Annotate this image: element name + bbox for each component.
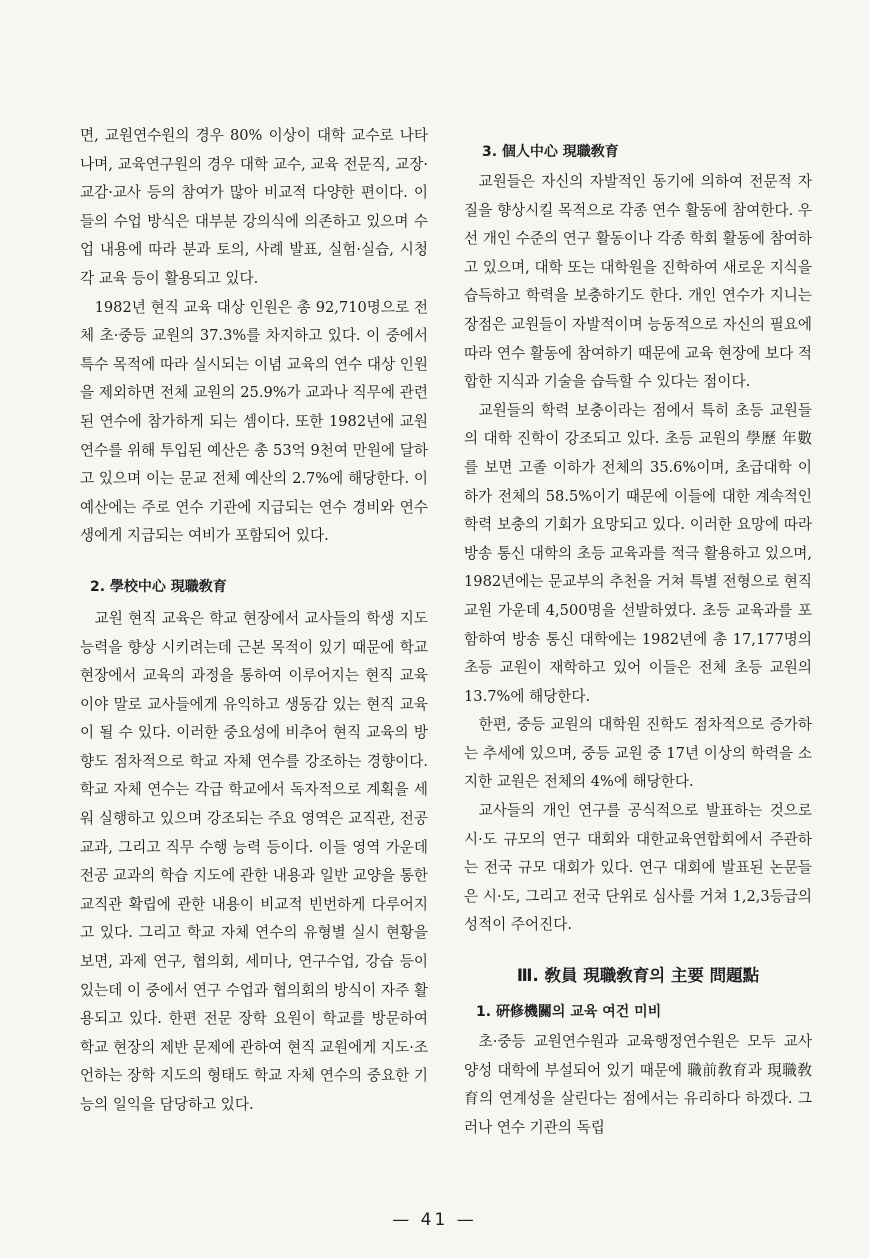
left-column bbox=[80, 122, 428, 1120]
section-2-title: 2. 學校中心 現職敎育 bbox=[90, 578, 227, 595]
right-paragraph-1: 교원들은 자신의 자발적인 동기에 의하여 전문적 자질을 향상시킬 목적으로 각종 연수 활동에 참여한다. 우선 개인 수준의 연구 활동이나 각종 학회 활동에 참여하고 있으며, 대학 또는 대학원을 진학하여 새로운 지식을 습득하고 학력을 보충하기도 한다. 개인 연수가 지니는 장점은 교원들이 자발적이며 능동적으로 자신의 필요에 따라 연수 활동에 참여하기 때문에 교육 현장에 보다 적합한 지식과 기술을 습득할 수 있다는 점이다. bbox=[464, 173, 812, 391]
right-paragraph-3: 한편, 중등 교원의 대학원 진학도 점차적으로 증가하는 추세에 있으며, 중등 교원 중 17년 이상의 학력을 소지한 교원은 전체의 4%에 해당한다. bbox=[464, 716, 812, 791]
left-paragraph-1: 면, 교원연수원의 경우 80% 이상이 대학 교수로 나타나며, 교육연구원의 경우 대학 교수, 교육 전문직, 교장·교감·교사 등의 참여가 많아 비교적 다양한 편이다. 이들의 수업 방식은 대부분 강의식에 의존하고 있으며 수업 내용에 따라 분과 토의, 사례 발표, 실험·실습, 시청각 교육 등이 활용되고 있다. bbox=[80, 127, 428, 287]
chapter-3-title: Ⅲ. 敎員 現職敎育의 主要 問題點 bbox=[516, 966, 760, 986]
right-column bbox=[464, 122, 812, 1142]
left-paragraph-3: 교원 현직 교육은 학교 현장에서 교사들의 학생 지도 능력을 향상 시키려는데 근본 목적이 있기 때문에 학교 현장에서 교육의 과정을 통하여 이루어지는 현직 교육이야 말로 교사들에게 유익하고 생동감 있는 현직 교육이 될 수 있다. 이러한 중요성에 비추어 현직 교육의 방향도 점차적으로 학교 자체 연수를 강조하는 경향이다. 학교 자체 연수는 각급 학교에서 독자적으로 계획을 세워 실행하고 있으며 강조되는 주요 영역은 교직관, 전공 교과, 그리고 직무 수행 능력 등이다. 이들 영역 가운데 전공 교과의 학습 지도에 관한 내용과 일반 교양을 통한 교직관 확립에 관한 내용이 비교적 빈번하게 다루어지고 있다. 그리고 학교 자체 연수의 유형별 실시 현황을 보면, 과제 연구, 협의회, 세미나, 연구수업, 강습 등이 있는데 이 중에서 연구 수업과 협의회의 방식이 자주 활용되고 있다. 한편 전문 장학 요원이 학교를 방문하여 학교 현장의 제반 문제에 관하여 현직 교원에게 지도·조언하는 장학 지도의 형태도 학교 자체 연수의 중요한 기능의 일익을 담당하고 있다. bbox=[80, 609, 428, 1113]
subsection-1-title: 1. 硏修機關의 교육 여건 미비 bbox=[476, 1004, 662, 1021]
right-paragraph-5: 초·중등 교원연수원과 교육행정연수원은 모두 교사 양성 대학에 부설되어 있기 때문에 職前敎育과 現職敎育의 연계성을 살린다는 점에서는 유리하다 하겠다. 그러나 연수 기관의 독립 bbox=[464, 1033, 812, 1136]
page-number: — 41 — bbox=[392, 1210, 477, 1230]
right-paragraph-2: 교원들의 학력 보충이라는 점에서 특히 초등 교원들의 대학 진학이 강조되고 있다. 초등 교원의 學歷 年數를 보면 고졸 이하가 전체의 35.6%이며, 초급대학 이하가 전체의 58.5%이기 때문에 이들에 대한 계속적인 학력 보충의 기회가 요망되고 있다. 이러한 요망에 따라 방송 통신 대학의 초등 교육과를 적극 활용하고 있으며, 1982년에는 문교부의 추천을 거쳐 특별 전형으로 현직 교원 가운데 4,500명을 선발하였다. 초등 교육과를 포함하여 방송 통신 대학에는 1982년에 총 17,177명의 초등 교원이 재학하고 있어 이들은 전체 초등 교원의 13.7%에 해당한다. bbox=[464, 401, 812, 705]
section-3-title: 3. 個人中心 現職敎育 bbox=[482, 144, 619, 160]
left-paragraph-2: 1982년 현직 교육 대상 인원은 총 92,710명으로 전체 초·중등 교원의 37.3%를 차지하고 있다. 이 중에서 특수 목적에 따라 실시되는 이념 교육의 연수 대상 인원을 제외하면 전체 교원의 25.9%가 교과나 직무에 관련된 연수에 참가하게 되는 셈이다. 또한 1982년에 교원 연수를 위해 투입된 예산은 총 53억 9천여 만원에 달하고 있으며 이는 문교 전체 예산의 2.7%에 해당한다. 이 예산에는 주로 연수 기관에 지급되는 연수 경비와 연수생에게 지급되는 여비가 포함되어 있다. bbox=[80, 298, 428, 545]
right-paragraph-4: 교사들의 개인 연구를 공식적으로 발표하는 것으로 시·도 규모의 연구 대회와 대한교육연합회에서 주관하는 전국 규모 대회가 있다. 연구 대회에 발표된 논문들은 시·도, 그리고 전국 단위로 심사를 거쳐 1,2,3등급의 성적이 주어진다. bbox=[464, 802, 812, 934]
